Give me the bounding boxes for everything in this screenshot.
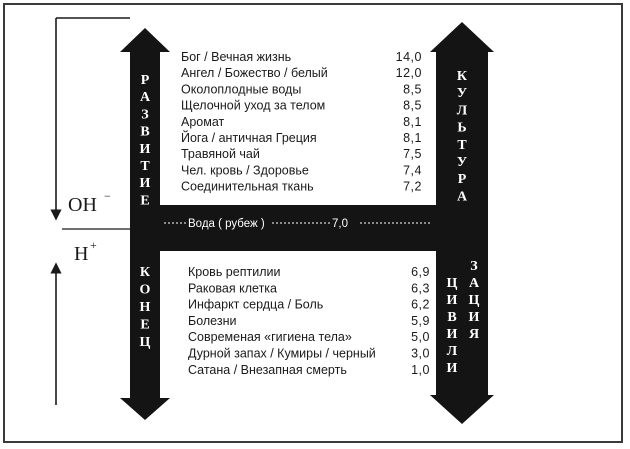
vertical-letter: К [456, 69, 468, 84]
list-item-value: 8,5 [403, 82, 422, 97]
vertical-letter: А [468, 276, 480, 291]
svg-text:H: H [74, 243, 89, 265]
list-item-value: 12,0 [395, 66, 422, 81]
vertical-letter: И [446, 361, 458, 376]
vertical-letter: Т [140, 159, 150, 174]
svg-text:7,0: 7,0 [332, 218, 348, 230]
vertical-letter: И [446, 293, 458, 308]
upper-substance-list [181, 50, 422, 194]
list-item-value: 5,9 [411, 313, 430, 328]
vertical-letter: К [139, 265, 151, 280]
list-item-value: 7,5 [403, 147, 422, 162]
list-item-value: 6,9 [411, 265, 430, 279]
list-item-value: 1,0 [411, 362, 430, 377]
vertical-letter: Ь [457, 120, 467, 136]
list-item-value: 8,5 [403, 98, 422, 113]
vertical-letter: О [139, 282, 151, 298]
crossbar [130, 205, 488, 251]
list-item-label: Бог / Вечная жизнь [181, 50, 292, 64]
vertical-letter: Е [140, 317, 150, 333]
vertical-letter: Т [457, 137, 467, 153]
list-item-value: 3,0 [411, 346, 430, 361]
right-bar-down-arrowhead [430, 395, 494, 424]
vertical-letter: И [468, 310, 480, 325]
vertical-letter: Ц [139, 335, 151, 350]
right-bar-up-arrowhead [430, 22, 494, 52]
list-item-label: Аромат [181, 114, 225, 129]
list-item-label: Инфаркт сердца / Боль [188, 297, 324, 312]
svg-text:+: + [90, 238, 97, 252]
list-item-label: Щелочной уход за телом [181, 98, 326, 113]
list-item-value: 7,2 [403, 179, 422, 194]
list-item-label: Ангел / Божество / белый [181, 66, 328, 81]
list-item-value: 6,3 [411, 281, 430, 296]
vertical-letter: И [139, 176, 151, 192]
vertical-letter: Ц [468, 293, 480, 308]
vertical-letter: А [456, 189, 468, 205]
list-item-label: Околоплодные воды [181, 82, 302, 97]
vertical-letter: Л [446, 344, 458, 359]
vertical-letter: У [456, 155, 468, 170]
vertical-letter: З [141, 107, 149, 123]
vertical-letter: В [447, 310, 457, 325]
vertical-letter: В [140, 124, 150, 140]
list-item-label: Кровь рептилии [188, 265, 281, 279]
list-item-label: Дурной запах / Кумиры / черный [188, 346, 376, 361]
oh-ion-label [68, 189, 111, 216]
list-item-label: Чел. кровь / Здоровье [181, 163, 309, 178]
list-item-label: Сатана / Внезапная смерть [188, 362, 347, 377]
vertical-letter: Ц [446, 276, 458, 291]
vertical-letter: У [456, 86, 468, 102]
list-item-value: 8,1 [403, 131, 422, 145]
vertical-letter: И [446, 327, 458, 342]
vertical-letter: Я [468, 327, 480, 342]
vertical-letter: И [139, 141, 151, 157]
left-bar-up-arrowhead [120, 28, 170, 52]
list-item-label: Травяной чай [181, 147, 260, 162]
vertical-letter: Н [139, 300, 151, 315]
list-item-value: 7,4 [403, 163, 422, 178]
list-item-value: 6,2 [411, 297, 430, 312]
lower-substance-list [188, 265, 430, 377]
svg-text:Вода ( рубеж ): Вода ( рубеж ) [188, 218, 265, 230]
list-item-label: Современая «гигиена тела» [188, 330, 352, 345]
list-item-label: Болезни [188, 313, 237, 328]
svg-text:−: − [104, 189, 111, 203]
list-item-label: Соединительная ткань [181, 179, 314, 194]
label-konets [140, 265, 151, 350]
vertical-letter: Р [140, 73, 150, 88]
list-item-value: 8,1 [403, 114, 422, 129]
vertical-letter: Р [457, 172, 467, 188]
vertical-letter: Л [456, 103, 468, 119]
h-ion-label [74, 238, 97, 265]
vertical-letter: Е [140, 193, 150, 209]
list-item-value: 14,0 [395, 50, 422, 64]
svg-text:OH: OH [68, 194, 97, 216]
vertical-letter: А [139, 90, 151, 106]
list-item-label: Йога / античная Греция [181, 131, 317, 145]
vertical-letter: З [470, 259, 478, 274]
list-item-label: Раковая клетка [188, 281, 277, 296]
list-item-value: 5,0 [411, 330, 430, 345]
left-bar-down-arrowhead [120, 398, 170, 420]
